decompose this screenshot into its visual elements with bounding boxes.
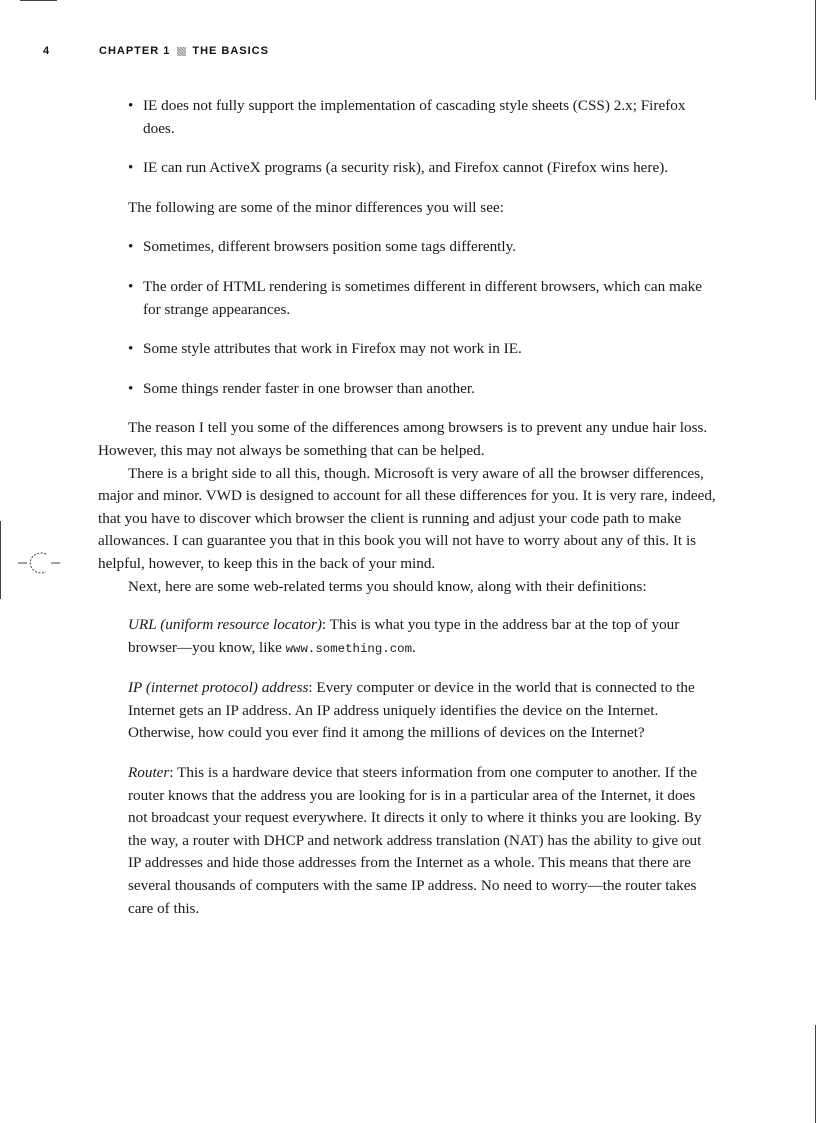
page-number: 4 [43, 45, 51, 57]
page-body [98, 95, 718, 937]
definition-text: : This is a hardware device that steers information from one computer to another. If the router knows that the address you are looking for is in a particular area of the Internet, it does not broadcast your request everywhere. It directs it only to where it thinks you are looking. By the way, a router with DHCP and network address translation (NAT) has the ability to give out IP addresses and hide those addresses from the Internet as a whole. This means that there are several thousands of computers with the same IP address. No need to worry—the router takes care of this. [128, 764, 702, 917]
definition-text: : Every computer or device in the world that is connected to the Internet gets an IP address. An IP address uniquely identifies the device on the Internet. Otherwise, how could you ever find it among the millions of devices on the Internet? [128, 679, 695, 742]
definition-term: Router [128, 764, 170, 782]
crop-mark-top-left [20, 0, 57, 1]
minor-differences-intro: The following are some of the minor differences you will see: [128, 198, 504, 216]
definition-text: : This is what you type in the address bar at the top of your browser—you know, like [128, 616, 680, 656]
bullet-item: • IE does not fully support the implementation of cascading style sheets (CSS) 2.x; Firefox does. [98, 95, 718, 140]
running-header [43, 43, 269, 59]
definition-ip-address [128, 677, 718, 745]
definition-url [128, 614, 718, 660]
code-example: www.something.com [285, 641, 413, 656]
bullet-item: • Some style attributes that work in Firefox may not work in IE. [98, 338, 718, 361]
body-paragraph: The reason I tell you some of the differences among browsers is to prevent any undue hair loss. However, this may not always be something that can be helped. [98, 419, 708, 459]
definition-text-end: . [412, 638, 416, 656]
chapter-label: CHAPTER 1 [99, 45, 171, 57]
registration-mark-icon [18, 550, 60, 576]
definition-router [128, 762, 718, 920]
body-paragraph: There is a bright side to all this, though. Microsoft is very aware of all the browser differences, major and minor. VWD is designed to account for all these differences for you. It is very rare, indeed, that you have to discover which browser the client is running and adjust your code path to make allowances. I can guarantee you that in this book you will not have to worry about any of this. It is helpful, however, to keep this in the back of your mind. [98, 464, 716, 572]
bullet-item: • Some things render faster in one browser than another. [98, 378, 718, 401]
definition-term: IP (internet protocol) address [128, 679, 309, 697]
crop-mark-left [0, 521, 1, 599]
bullet-item: • IE can run ActiveX programs (a security risk), and Firefox cannot (Firefox wins here). [98, 157, 718, 180]
separator-box-icon [177, 47, 186, 56]
section-title: THE BASICS [192, 45, 269, 57]
body-paragraph: Next, here are some web-related terms you should know, along with their definitions: [128, 577, 647, 595]
bullet-item: • The order of HTML rendering is sometimes different in different browsers, which can make for strange appearances. [98, 276, 718, 321]
bullet-item: • Sometimes, different browsers position some tags differently. [98, 236, 718, 259]
definition-term: URL (uniform resource locator) [128, 616, 322, 634]
